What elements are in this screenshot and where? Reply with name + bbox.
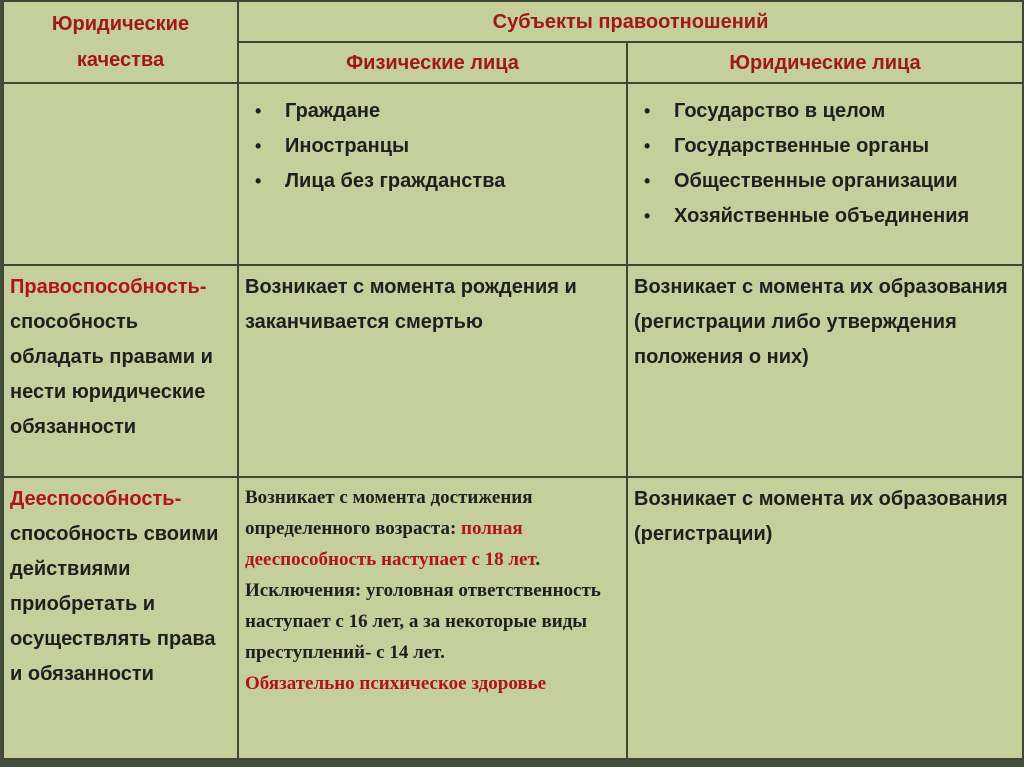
bullet-icon: • bbox=[255, 101, 262, 121]
legal-relations-table bbox=[2, 0, 1024, 760]
legal-capacity-natural: Возникает с момента рождения и заканчивается смертью bbox=[238, 265, 627, 477]
legal-qualities-line1: Юридические bbox=[51, 13, 190, 35]
header-row-1 bbox=[3, 1, 1023, 42]
legal-capacity-definition: способность обладать правами и нести юридические обязанности bbox=[10, 311, 213, 438]
legal-capacity-cell bbox=[3, 265, 238, 477]
bullet-icon: • bbox=[644, 206, 651, 226]
subjects-header: Субъекты правоотношений bbox=[238, 1, 1023, 42]
list-item: • Государство в целом bbox=[634, 94, 1016, 129]
legal-qualities-header bbox=[3, 1, 238, 83]
list-item: • Лица без гражданства bbox=[245, 164, 620, 199]
bullet-icon: • bbox=[644, 171, 651, 191]
bullet-icon: • bbox=[644, 101, 651, 121]
legal-capacity-row bbox=[3, 265, 1023, 477]
natural-persons-list bbox=[245, 94, 620, 199]
list-item: • Граждане bbox=[245, 94, 620, 129]
subjects-row bbox=[3, 83, 1023, 265]
legal-entities-cell bbox=[627, 83, 1023, 265]
competence-term: Дееспособность- bbox=[10, 488, 182, 510]
bullet-icon: • bbox=[255, 171, 262, 191]
legal-entities-header: Юридические лица bbox=[627, 42, 1023, 83]
competence-cell bbox=[3, 477, 238, 759]
competence-row bbox=[3, 477, 1023, 759]
list-item: • Общественные организации bbox=[634, 164, 1016, 199]
list-item: • Иностранцы bbox=[245, 129, 620, 164]
competence-legal: Возникает с момента их образования (регистрации) bbox=[627, 477, 1023, 759]
competence-definition: способность своими действиями приобретать и осуществлять права и обязанности bbox=[10, 523, 219, 685]
natural-persons-cell bbox=[238, 83, 627, 265]
list-item: • Хозяйственные объединения bbox=[634, 199, 1016, 234]
natural-persons-header: Физические лица bbox=[238, 42, 627, 83]
legal-capacity-legal: Возникает с момента их образования (регистрации либо утверждения положения о них) bbox=[627, 265, 1023, 477]
legal-entities-list bbox=[634, 94, 1016, 234]
legal-qualities-line2: качества bbox=[76, 49, 165, 71]
empty-cell bbox=[3, 83, 238, 265]
bullet-icon: • bbox=[255, 136, 262, 156]
legal-capacity-term: Правоспособность- bbox=[10, 276, 207, 298]
list-item: • Государственные органы bbox=[634, 129, 1016, 164]
competence-natural: Возникает с момента достижения определенного возраста: полная дееспособность наступает с 18 лет. Исключения: уголовная ответственность наступает с 16 лет, а за некоторые виды преступлений- с 14 лет. Обязательно психическое здоровье bbox=[238, 477, 627, 759]
bullet-icon: • bbox=[644, 136, 651, 156]
